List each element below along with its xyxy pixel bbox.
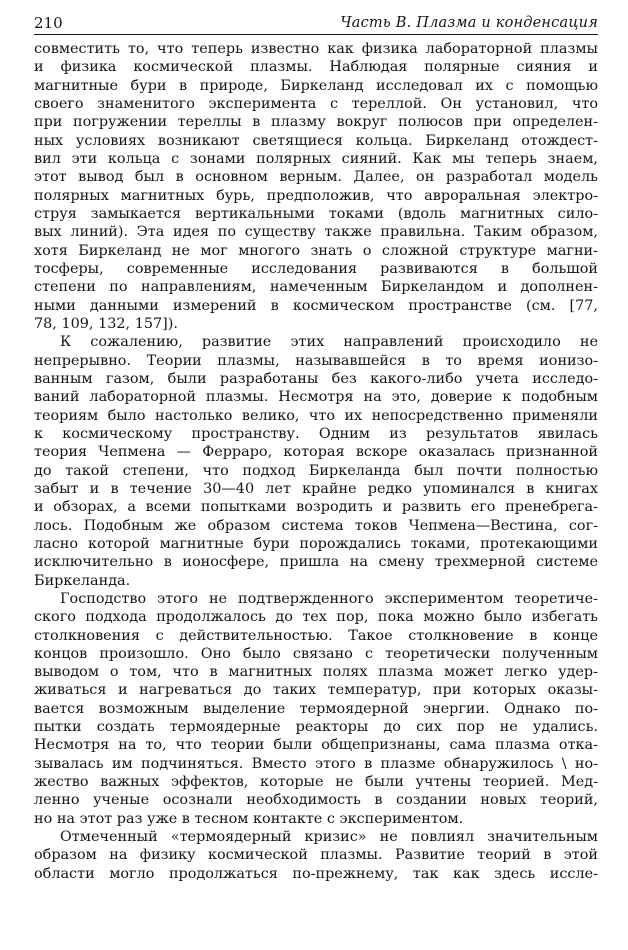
text-line: области могло продолжаться по-прежнему, так как здесь иссле-	[34, 865, 598, 882]
text-line: живаться и нагреваться до таких температур, при которых оказы-	[34, 682, 598, 699]
text-line: магнитные бури в природе, Биркеланд исследовал их с помощью	[34, 77, 598, 94]
text-line: К сожалению, развитие этих направлений происходило не	[60, 334, 598, 351]
body-text	[34, 40, 598, 883]
text-line: ванным газом, были разработаны без какого-либо учета исследо-	[34, 370, 598, 387]
text-line: совместить то, что теперь известно как физика лабораторной плазмы	[34, 41, 598, 57]
text-line: исключительно в ионосфере, пришла на смену трехмерной системе	[34, 554, 598, 571]
text-line: ваний лабораторной плазмы. Несмотря на это, доверие к подобным	[34, 389, 598, 406]
text-line: вил эти кольца с зонами полярных сияний. Как мы теперь знаем,	[34, 150, 598, 167]
text-line: выводом о том, что в магнитных полях плазма может легко удер-	[34, 664, 598, 681]
text-line: вых линий). Эта идея по существу также правильна. Таким образом,	[34, 224, 598, 241]
text-line: концов произошло. Оно было связано с теоретически полученным	[34, 645, 598, 662]
text-line: забыт и в течение 30—40 лет крайне редко упоминался в книгах	[34, 480, 598, 497]
text-line: непрерывно. Теории плазмы, называвшейся в то время ионизо-	[34, 352, 598, 369]
text-line: и обзорах, а всеми попытками возродить и развить его пренебрега-	[34, 499, 598, 516]
text-line: вается возможным выделение термоядерной энергии. Однако по-	[34, 700, 598, 717]
text-line: зывалась им подчиняться. Вместо этого в плазме обнаружилось \ но-	[34, 755, 598, 772]
text-line: ласно которой магнитные бури порождались токами, протекающими	[34, 535, 598, 552]
text-line: столкновения с действительностью. Такое столкновение в конце	[34, 627, 598, 644]
text-line: Несмотря на то, что теории были общепризнаны, сама плазма отка-	[34, 737, 598, 754]
text-line: Господство этого не подтвержденного экспериментом теоретиче-	[60, 590, 598, 607]
text-line: этот вывод был в основном верным. Далее, он разработал модель	[34, 169, 598, 186]
page-header	[34, 12, 598, 35]
text-line: Биркеланда.	[34, 572, 131, 589]
text-line: Отмеченный «термоядерный кризис» не повлиял значительным	[60, 829, 598, 846]
text-line: но на этот раз уже в тесном контакте с экспериментом.	[34, 810, 464, 827]
text-line: хотя Биркеланд не мог многого знать о сложной структуре магни-	[34, 242, 598, 259]
text-line: пытки создать термоядерные реакторы до сих пор не удались.	[34, 719, 598, 736]
text-line: к космическому пространству. Одним из результатов явилась	[34, 425, 598, 442]
text-line: до такой степени, что подход Биркеланда был почти полностью	[34, 462, 598, 479]
text-line: теориям было настолько велико, что их непосредственно применяли	[34, 407, 598, 424]
text-line: ленно ученые осознали необходимость в создании новых теорий,	[34, 792, 598, 809]
text-line: жество важных эффектов, которые не были учтены теорией. Мед-	[34, 774, 598, 791]
text-line: 78, 109, 132, 157]).	[34, 315, 178, 332]
text-line: струя замыкается вертикальными токами (вдоль магнитных сило-	[34, 205, 598, 222]
text-line: при погружении тереллы в плазму вокруг полюсов при определен-	[34, 114, 598, 131]
text-line: и физика космической плазмы. Наблюдая полярные сияния и	[34, 59, 598, 76]
text-line: лось. Подобным же образом система токов Чепмена—Вестина, сог-	[34, 517, 598, 534]
text-line: своего знаменитого эксперимента с тереллой. Он установил, что	[34, 95, 598, 112]
text-line: степени по направлениям, намеченным Биркеландом и дополнен-	[34, 279, 598, 296]
text-line: полярных магнитных бурь, предположив, что авроральная электро-	[34, 187, 598, 204]
text-line: образом на физику космической плазмы. Развитие теорий в этой	[34, 847, 598, 864]
text-line: ского подхода продолжалось до тех пор, пока можно было избегать	[34, 609, 598, 626]
text-line: тосферы, современные исследования развиваются в большой	[34, 260, 598, 277]
running-title: Часть В. Плазма и конденсация	[340, 15, 598, 31]
text-line: ными данными измерений в космическом пространстве (см. [77,	[34, 297, 598, 314]
text-line: ных условиях возникают светящиеся кольца. Биркеланд отождест-	[34, 132, 598, 149]
text-line: теория Чепмена — Ферраро, которая вскоре оказалась признанной	[34, 444, 598, 461]
page-number: 210	[34, 14, 63, 32]
